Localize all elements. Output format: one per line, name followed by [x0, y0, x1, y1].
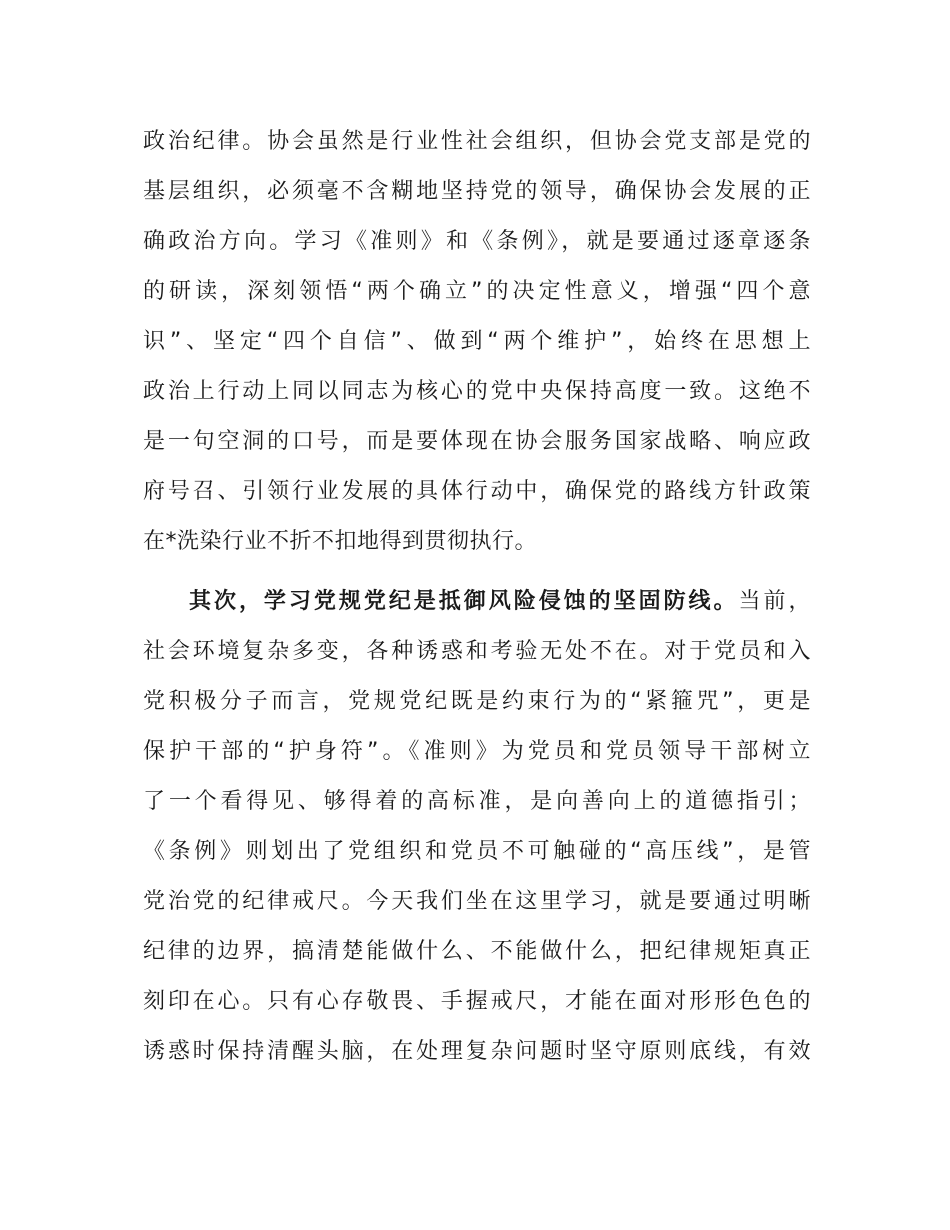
text-line: 党积极分子而言，党规党纪既是约束行为的“紧箍咒”，更是: [143, 689, 811, 714]
text-line: 识”、坚定“四个自信”、做到“两个维护”，始终在思想上: [143, 329, 811, 354]
text-line: 党治党的纪律戒尺。今天我们坐在这里学习，就是要通过明晰: [143, 889, 811, 914]
text-line: 确政治方向。学习《准则》和《条例》，就是要通过逐章逐条: [143, 229, 811, 254]
paragraph-heading: 其次，学习党规党纪是抵御风险侵蚀的坚固防线。: [189, 589, 739, 614]
text-line: 府号召、引领行业发展的具体行动中，确保党的路线方针政策: [143, 479, 811, 504]
text-span: 当前，: [738, 589, 811, 614]
text-line: 的研读，深刻领悟“两个确立”的决定性意义，增强“四个意: [143, 279, 811, 304]
text-line: 《条例》则划出了党组织和党员不可触碰的“高压线”，是管: [143, 839, 811, 864]
text-line: 政治纪律。协会虽然是行业性社会组织，但协会党支部是党的: [143, 129, 811, 154]
text-line: 诱惑时保持清醒头脑，在处理复杂问题时坚守原则底线，有效: [143, 1039, 811, 1064]
text-line: 纪律的边界，搞清楚能做什么、不能做什么，把纪律规矩真正: [143, 939, 811, 964]
text-line: 基层组织，必须毫不含糊地坚持党的领导，确保协会发展的正: [143, 179, 811, 204]
text-line: 社会环境复杂多变，各种诱惑和考验无处不在。对于党员和入: [143, 639, 811, 664]
text-line-first: [189, 582, 811, 622]
text-line: 保护干部的“护身符”。《准则》为党员和党员领导干部树立: [143, 739, 811, 764]
text-line: 在*洗染行业不折不扣地得到贯彻执行。: [143, 529, 538, 554]
text-line: 是一句空洞的口号，而是要体现在协会服务国家战略、响应政: [143, 429, 811, 454]
text-line: 了一个看得见、够得着的高标准，是向善向上的道德指引；: [143, 789, 811, 814]
text-line: 刻印在心。只有心存敬畏、手握戒尺，才能在面对形形色色的: [143, 989, 811, 1014]
text-line: 政治上行动上同以同志为核心的党中央保持高度一致。这绝不: [143, 379, 811, 404]
